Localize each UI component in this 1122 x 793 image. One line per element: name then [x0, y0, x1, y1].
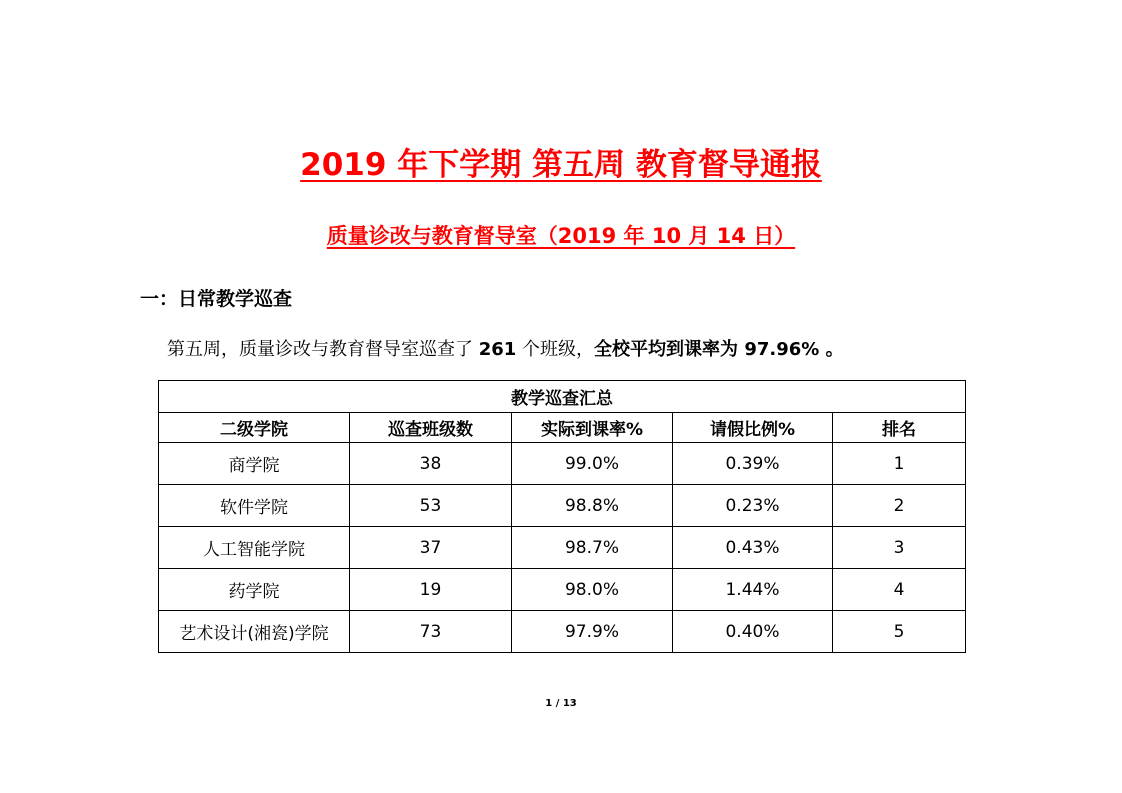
report-title: 2019 年下学期 第五周 教育督导通报 [300, 147, 822, 183]
cell-rank: 5 [833, 611, 966, 653]
cell-rank: 2 [833, 485, 966, 527]
cell-leave-ratio: 0.39% [673, 443, 833, 485]
cell-classes-inspected: 38 [350, 443, 512, 485]
cell-attendance-rate: 98.7% [512, 527, 673, 569]
cell-rank: 3 [833, 527, 966, 569]
table-header-row [159, 413, 966, 443]
cell-classes-inspected: 37 [350, 527, 512, 569]
inspection-summary-table [158, 380, 966, 653]
cell-leave-ratio: 1.44% [673, 569, 833, 611]
summary-middle: 个班级， [516, 339, 595, 360]
table-caption: 教学巡查汇总 [159, 381, 966, 413]
table-row [159, 527, 966, 569]
cell-rank: 4 [833, 569, 966, 611]
summary-paragraph [167, 335, 844, 365]
cell-college: 软件学院 [159, 485, 350, 527]
column-header-attendance-rate: 实际到课率% [512, 413, 673, 443]
page-number: 1 / 13 [545, 698, 577, 709]
cell-classes-inspected: 73 [350, 611, 512, 653]
cell-classes-inspected: 19 [350, 569, 512, 611]
report-subtitle: 质量诊改与教育督导室（2019 年 10 月 14 日） [326, 224, 796, 248]
cell-rank: 1 [833, 443, 966, 485]
table-row [159, 485, 966, 527]
summary-suffix: 。 [825, 339, 844, 360]
column-header-classes-inspected: 巡查班级数 [350, 413, 512, 443]
column-header-college: 二级学院 [159, 413, 350, 443]
column-header-leave-ratio: 请假比例% [673, 413, 833, 443]
cell-attendance-rate: 98.0% [512, 569, 673, 611]
cell-attendance-rate: 97.9% [512, 611, 673, 653]
section-heading: 一：日常教学巡查 [140, 288, 293, 310]
cell-leave-ratio: 0.43% [673, 527, 833, 569]
cell-attendance-rate: 99.0% [512, 443, 673, 485]
table-row [159, 443, 966, 485]
summary-emphasis: 全校平均到课率为 97.96% [594, 339, 826, 360]
table-caption-row [159, 381, 966, 413]
table-row [159, 569, 966, 611]
cell-leave-ratio: 0.23% [673, 485, 833, 527]
cell-college: 艺术设计(湘瓷)学院 [159, 611, 350, 653]
column-header-rank: 排名 [833, 413, 966, 443]
summary-class-count: 261 [478, 339, 517, 360]
table-row [159, 611, 966, 653]
cell-college: 商学院 [159, 443, 350, 485]
summary-prefix: 第五周，质量诊改与教育督导室巡查了 [167, 339, 479, 360]
cell-college: 人工智能学院 [159, 527, 350, 569]
cell-attendance-rate: 98.8% [512, 485, 673, 527]
cell-college: 药学院 [159, 569, 350, 611]
cell-leave-ratio: 0.40% [673, 611, 833, 653]
cell-classes-inspected: 53 [350, 485, 512, 527]
